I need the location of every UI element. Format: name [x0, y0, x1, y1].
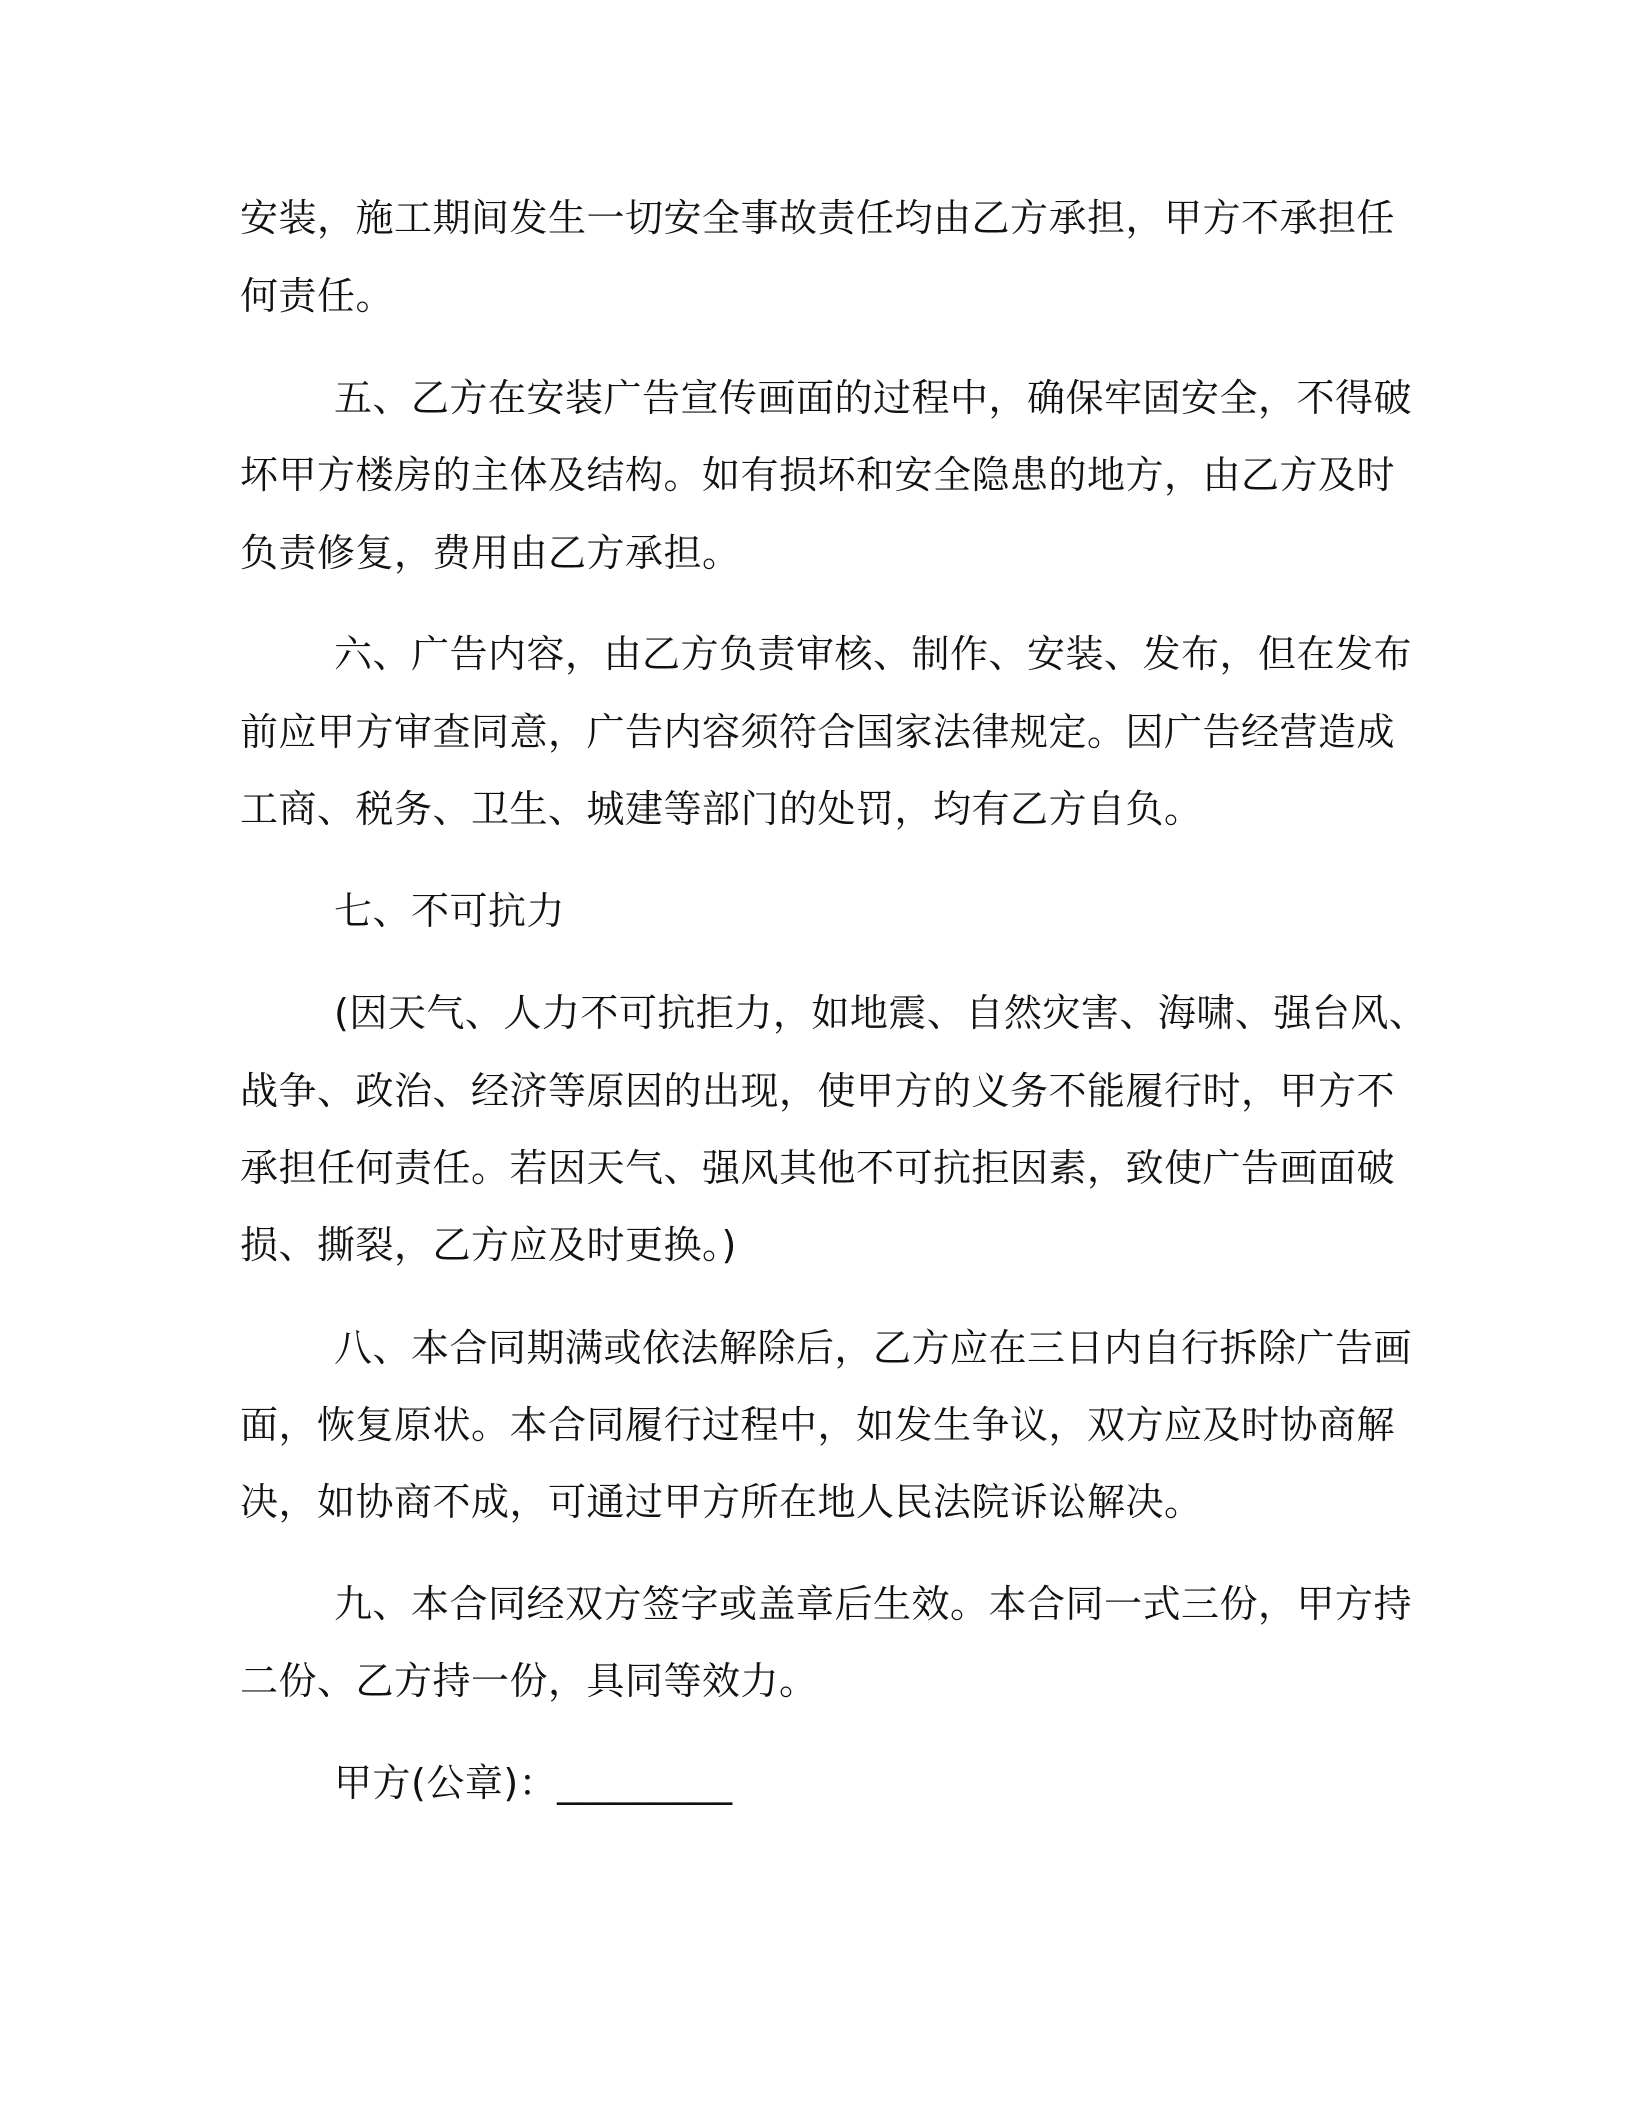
clause-8-line-2: 面，恢复原状。本合同履行过程中，如发生争议，双方应及时协商解	[240, 1403, 1396, 1447]
clause-5-line-1: 五、乙方在安装广告宣传画面的过程中，确保牢固安全，不得破	[334, 376, 1413, 420]
clause-5-line-3: 负责修复，费用由乙方承担。	[240, 531, 741, 575]
clause-6-line-3: 工商、税务、卫生、城建等部门的处罚，均有乙方自负。	[240, 787, 1203, 831]
clause-5-line-2: 坏甲方楼房的主体及结构。如有损坏和安全隐患的地方，由乙方及时	[240, 453, 1396, 497]
clause-6-line-2: 前应甲方审查同意，广告内容须符合国家法律规定。因广告经营造成	[240, 710, 1396, 754]
clause-7-body-line-3: 承担任何责任。若因天气、强风其他不可抗拒因素，致使广告画面破	[240, 1146, 1396, 1190]
clause-7-heading: 七、不可抗力	[334, 889, 566, 933]
clause-7-body-line-2: 战争、政治、经济等原因的出现，使甲方的义务不能履行时，甲方不	[240, 1069, 1396, 1113]
clause-8-line-3: 决，如协商不成，可通过甲方所在地人民法院诉讼解决。	[240, 1480, 1203, 1524]
clause-7-body-line-1: (因天气、人力不可抗拒力，如地震、自然灾害、海啸、强台风、	[334, 991, 1428, 1035]
clause-6-line-1: 六、广告内容，由乙方负责审核、制作、安装、发布，但在发布	[334, 632, 1413, 676]
clause-9-line-1: 九、本合同经双方签字或盖章后生效。本合同一式三份，甲方持	[334, 1582, 1413, 1626]
paragraph-continuation-line-1: 安装，施工期间发生一切安全事故责任均由乙方承担，甲方不承担任	[240, 196, 1396, 240]
paragraph-continuation-line-2: 何责任。	[240, 274, 395, 318]
clause-7-body-line-4: 损、撕裂，乙方应及时更换。)	[240, 1223, 737, 1267]
clause-8-line-1: 八、本合同期满或依法解除后，乙方应在三日内自行拆除广告画	[334, 1326, 1413, 1370]
clause-9-line-2: 二份、乙方持一份，具同等效力。	[240, 1659, 818, 1703]
party-a-seal-signature-line: 甲方(公章)：_________	[334, 1761, 733, 1805]
